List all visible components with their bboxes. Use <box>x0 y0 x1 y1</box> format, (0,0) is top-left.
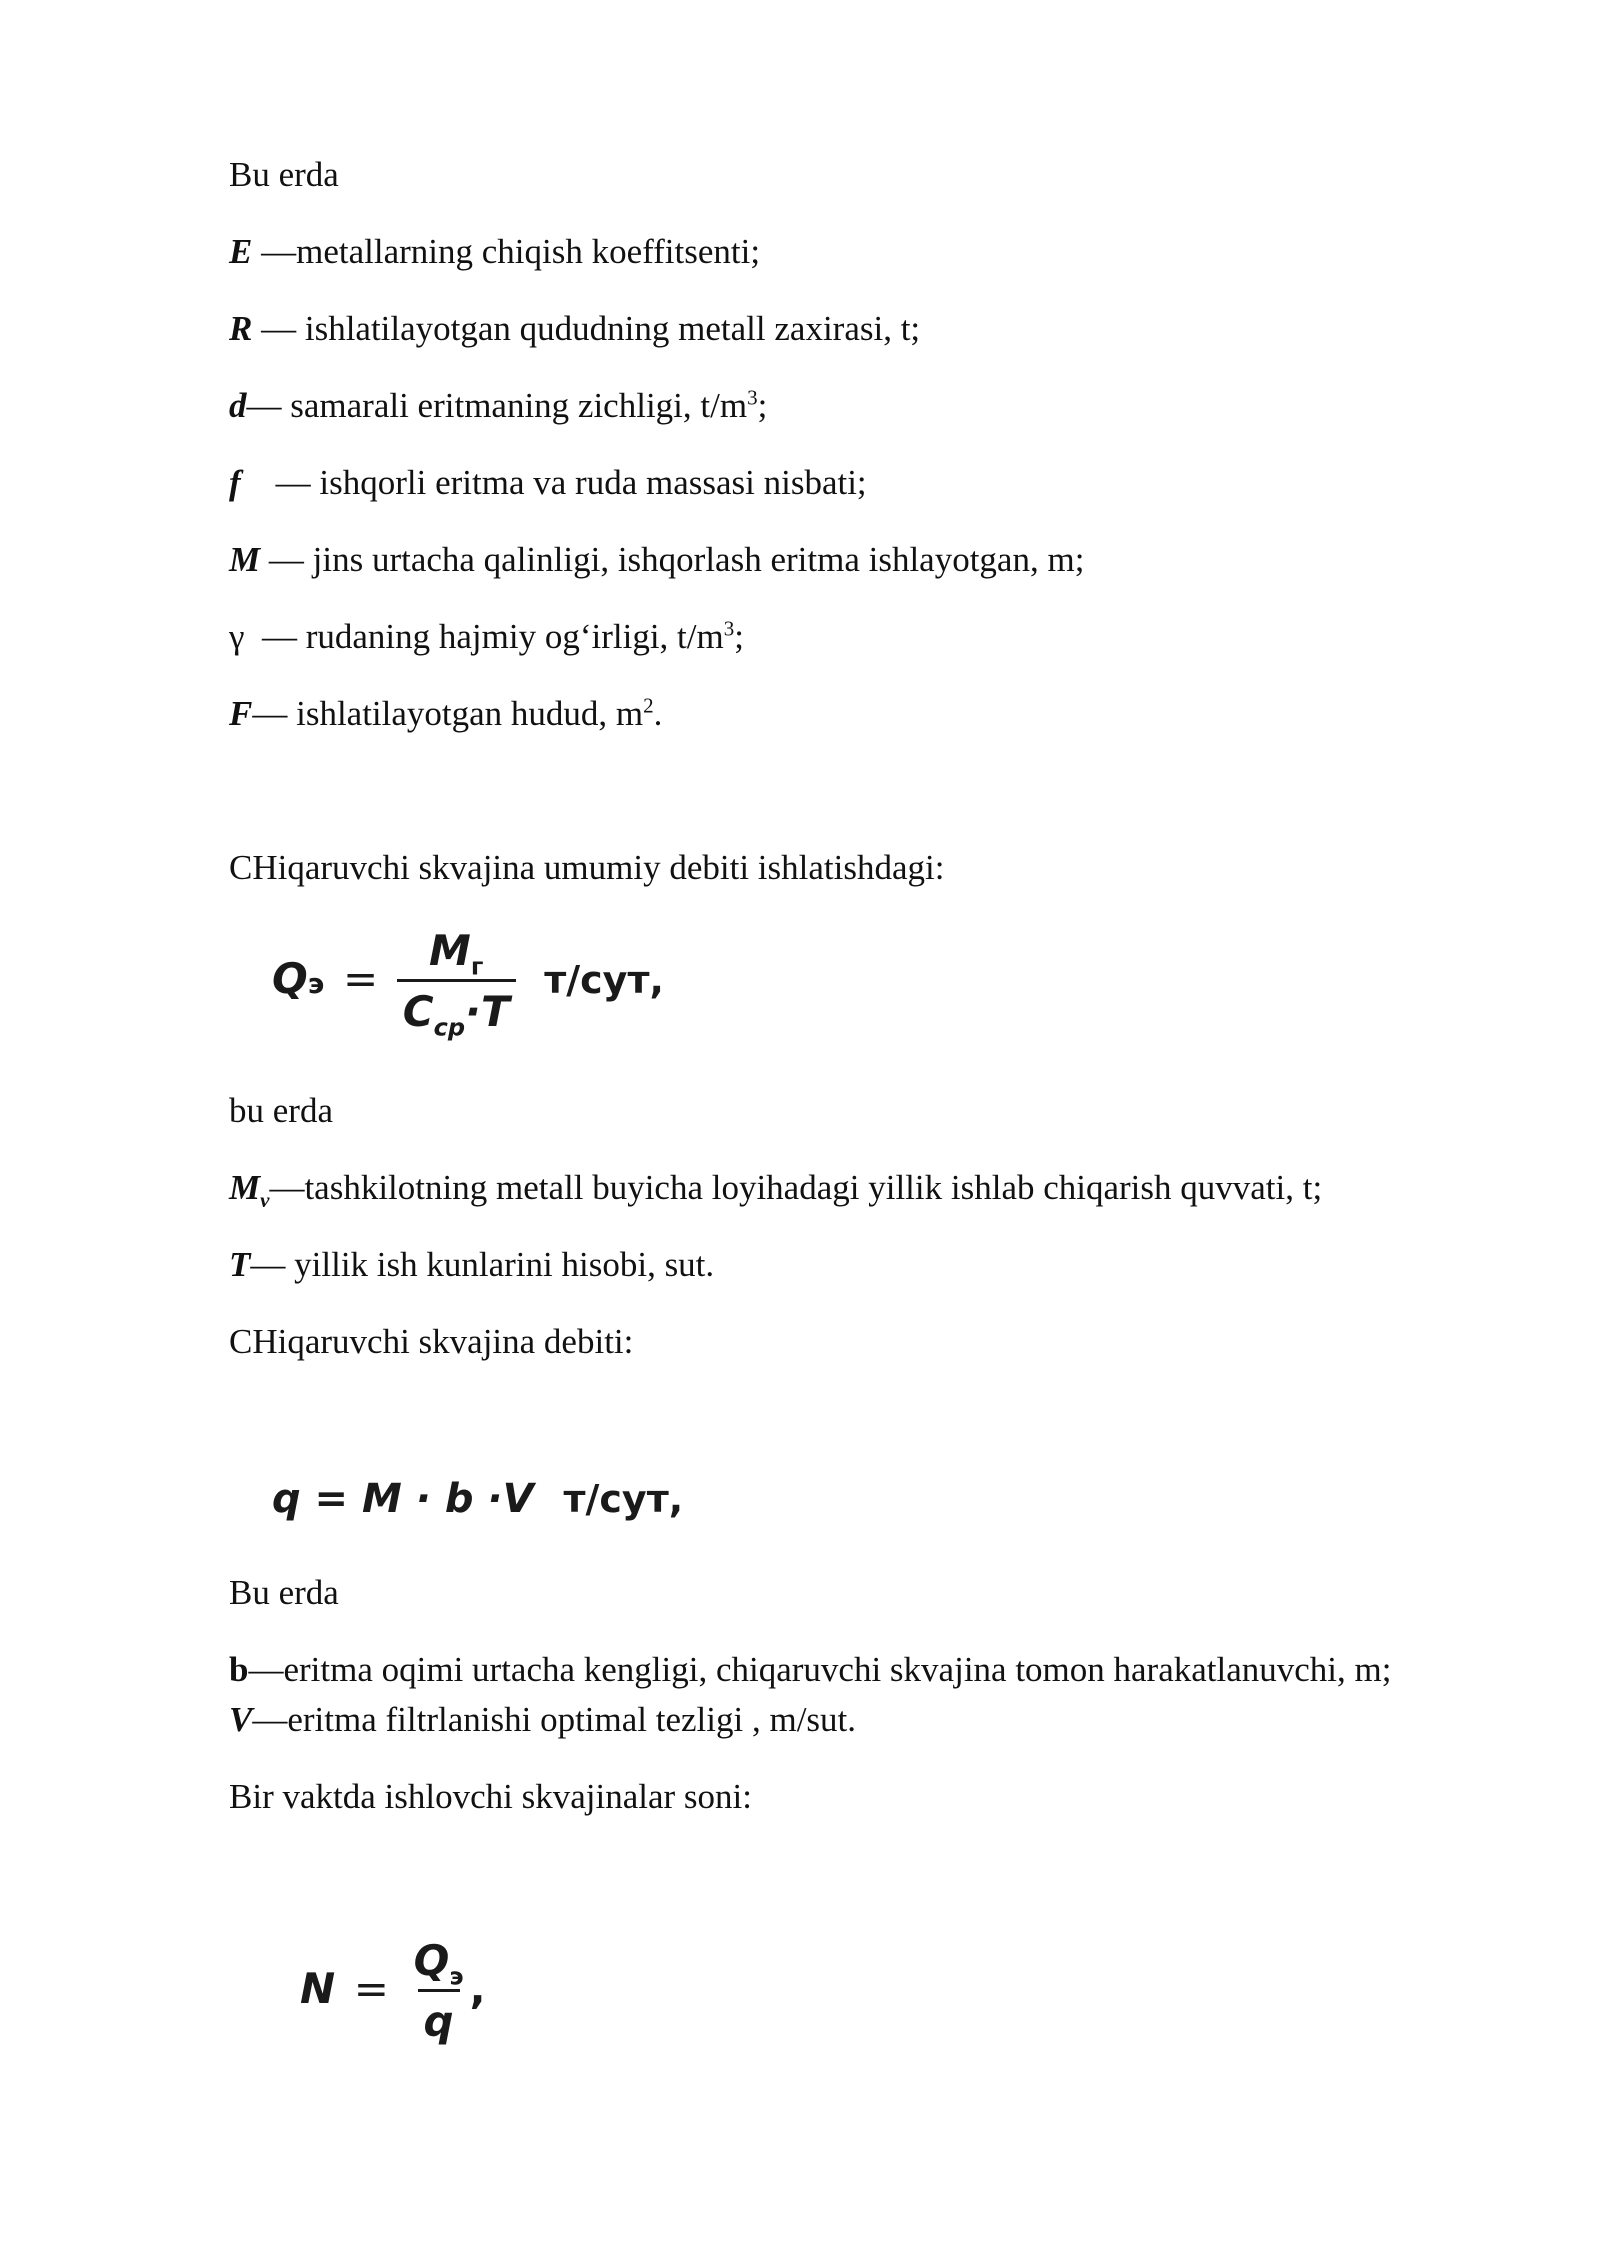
definition-gamma-sup: 3 <box>723 616 735 641</box>
formula3-lhs: N <box>300 1964 336 2013</box>
symbol-gamma: γ <box>229 617 245 656</box>
definition-R-text: — ishlatilayotgan qududning metall zaxirasi, t; <box>252 309 921 348</box>
definition-f <box>229 463 867 503</box>
formula1-fraction <box>397 925 516 1042</box>
formula3-num-sub: э <box>449 1962 464 1991</box>
symbol-V: V <box>229 1700 253 1739</box>
heading-well-count: Bir vaktda ishlovchi skvajinalar soni: <box>229 1777 752 1816</box>
symbol-Mv-sub: v <box>260 1188 270 1212</box>
definition-T <box>229 1245 714 1285</box>
definition-b <box>229 1650 1391 1690</box>
formula3-num-Q: Q <box>413 1936 450 1985</box>
definition-E <box>229 232 760 272</box>
formula1-den-C: C <box>402 987 434 1036</box>
intro-text-3: Bu erda <box>229 1573 339 1612</box>
formula2-expression: q = M · b ·V <box>272 1476 534 1522</box>
heading-total-debit: CHiqaruvchi skvajina umumiy debiti ishlatishdagi: <box>229 848 945 887</box>
formula1-equals: = <box>342 954 379 1003</box>
symbol-M: M <box>229 540 261 579</box>
formula-total-debit <box>272 925 664 1042</box>
definition-M <box>229 540 1084 580</box>
symbol-b: b <box>229 1650 249 1689</box>
definition-d-sup: 3 <box>747 385 758 410</box>
intro-text-2: bu erda <box>229 1091 333 1130</box>
heading-well-debit: CHiqaruvchi skvajina debiti: <box>229 1322 634 1361</box>
definition-R <box>229 309 920 349</box>
formula-well-debit <box>272 1474 683 1524</box>
definition-F <box>229 694 662 734</box>
formula2-unit: т/сут, <box>563 1477 684 1521</box>
definition-gamma-end: ; <box>734 617 744 656</box>
formula3-fraction <box>408 1935 470 2048</box>
definition-f-text: — ishqorli eritma va ruda massasi nisbati; <box>240 463 867 502</box>
formula1-num-M: M <box>429 926 471 975</box>
symbol-E: E <box>229 232 253 271</box>
definition-M-text: — jins urtacha qalinligi, ishqorlash eritma ishlayotgan, m; <box>260 540 1085 579</box>
formula1-unit: т/сут, <box>544 958 664 1002</box>
symbol-d: d <box>229 386 247 425</box>
definition-gamma <box>229 617 744 657</box>
symbol-Mv: M <box>229 1168 261 1207</box>
definition-V-text: —eritma filtrlanishi optimal tezligi , m/sut. <box>252 1700 857 1739</box>
formula3-denominator <box>418 1989 460 2048</box>
symbol-R: R <box>229 309 253 348</box>
symbol-F: F <box>229 694 253 733</box>
definition-E-text: —metallarning chiqish koeffitsenti; <box>252 232 761 271</box>
formula3-tail: , <box>469 1964 486 2013</box>
formula1-den-sub: cp <box>433 1013 466 1042</box>
definition-F-text: — ishlatilayotgan hudud, m <box>252 694 644 733</box>
formula1-num-sub: г <box>470 952 484 981</box>
definition-F-sup: 2 <box>643 693 654 718</box>
intro-text-1: Bu erda <box>229 155 339 194</box>
definition-d-text: — samarali eritmaning zichligi, t/m <box>246 386 748 425</box>
formula3-den-q: q <box>423 1997 454 2046</box>
definition-F-end: . <box>653 694 663 733</box>
formula1-lhs: Q <box>272 954 308 1003</box>
definition-b-text: —eritma oqimi urtacha kengligi, chiqaruvchi skvajina tomon harakatlanuvchi, m; <box>248 1650 1392 1689</box>
definition-d-end: ; <box>757 386 768 425</box>
formula3-numerator <box>408 1935 470 1989</box>
definition-Mv <box>229 1168 1323 1212</box>
formula-well-count <box>300 1935 486 2048</box>
symbol-f: f <box>229 463 241 502</box>
formula1-denominator <box>397 979 516 1042</box>
definition-d <box>229 386 767 426</box>
definition-Mv-text: —tashkilotning metall buyicha loyihadagi yillik ishlab chiqarish quvvati, t; <box>269 1168 1323 1207</box>
symbol-T: T <box>229 1245 251 1284</box>
formula3-equals: = <box>353 1964 389 2013</box>
formula1-den-T: ·T <box>465 987 510 1036</box>
definition-V <box>229 1700 856 1740</box>
formula1-lhs-sub: э <box>307 967 325 1000</box>
formula1-numerator <box>423 925 489 979</box>
definition-gamma-text: — rudaning hajmiy og‘irligi, t/m <box>244 617 724 656</box>
definition-T-text: — yillik ish kunlarini hisobi, sut. <box>250 1245 715 1284</box>
